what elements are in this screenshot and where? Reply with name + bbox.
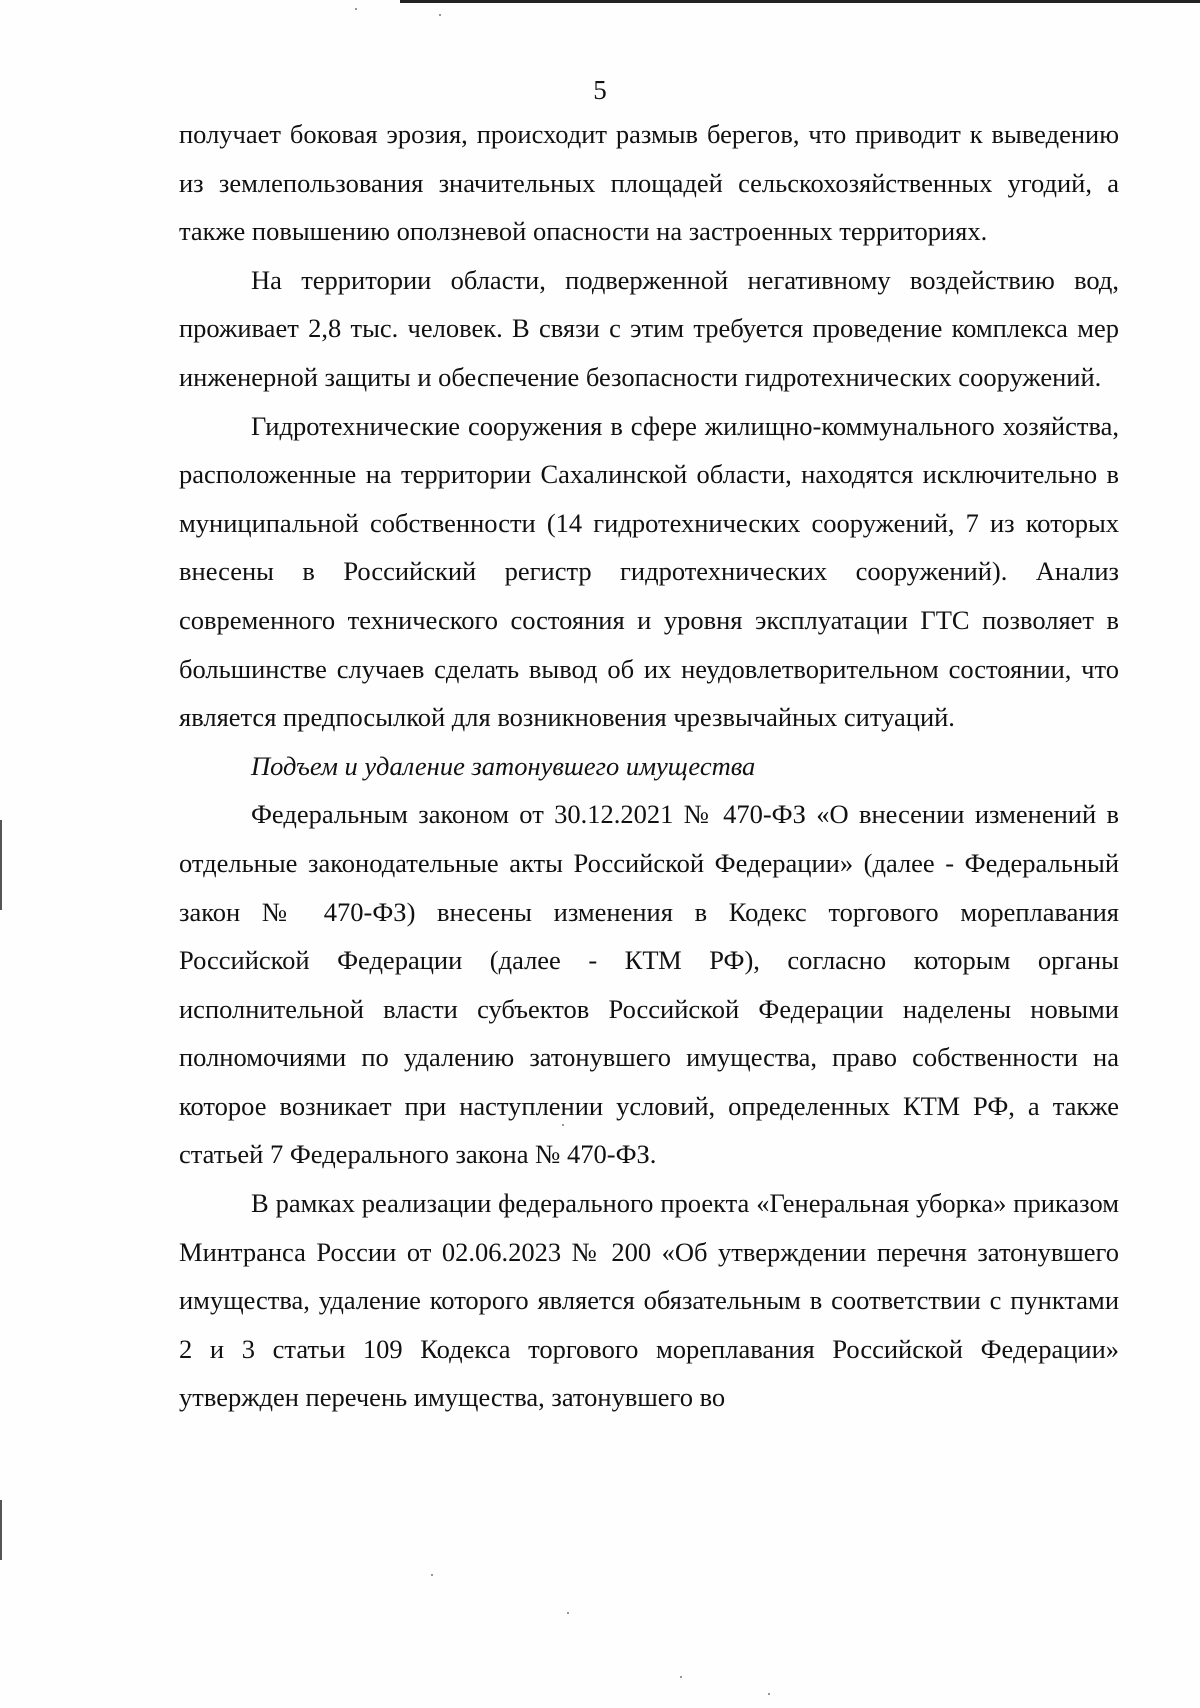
body-text <box>179 110 1119 1422</box>
scan-top-edge <box>400 0 1200 3</box>
scan-speck <box>355 8 357 10</box>
paragraph-continuation: получает боковая эрозия, происходит размыв берегов, что приводит к выведению из землепользования значительных площадей сельскохозяйственных угодий, а также повышению оползневой опасности на застроенных территориях. <box>179 119 1119 247</box>
paragraph-general-cleanup: В рамках реализации федерального проекта «Генеральная уборка» приказом Минтранса России от 02.06.2023 № 200 «Об утверждении перечня затонувшего имущества, удаление которого является обязательным в соответствии с пунктами 2 и 3 статьи 109 Кодекса торгового мореплавания Российской Федерации» утвержден перечень имущества, затонувшего во <box>179 1188 1119 1413</box>
scan-speck <box>680 1676 682 1678</box>
scan-speck <box>439 14 441 16</box>
scan-left-edge-mark <box>0 1500 2 1560</box>
scan-speck <box>567 1612 569 1614</box>
section-heading-sunken-property: Подъем и удаление затонувшего имущества <box>251 750 756 781</box>
page-number: 5 <box>593 75 607 105</box>
paragraph-flood-risk: На территории области, подверженной негативному воздействию вод, проживает 2,8 тыс. человек. В связи с этим требуется проведение комплекса мер инженерной защиты и обеспечение безопасности гидротехнических сооружений. <box>179 264 1119 392</box>
scan-speck <box>768 1693 770 1695</box>
scan-left-edge-mark <box>0 820 2 910</box>
paragraph-hydraulic-structures: Гидротехнические сооружения в сфере жилищно-коммунального хозяйства, расположенные на территории Сахалинской области, находятся исключительно в муниципальной собственности (14 гидротехнических сооружений, 7 из которых внесены в Российский регистр гидротехнических сооружений). Анализ современного технического состояния и уровня эксплуатации ГТС позволяет в большинстве случаев сделать вывод об их неудовлетворительном состоянии, что является предпосылкой для возникновения чрезвычайных ситуаций. <box>179 410 1119 733</box>
paragraph-federal-law: Федеральным законом от 30.12.2021 № 470-ФЗ «О внесении изменений в отдельные законодательные акты Российской Федерации» (далее - Федеральный закон № 470-ФЗ) внесены изменения в Кодекс торгового мореплавания Российской Федерации (далее - КТМ РФ), согласно которым органы исполнительной власти субъектов Российской Федерации наделены новыми полномочиями по удалению затонувшего имущества, право собственности на которое возникает при наступлении условий, определенных КТМ РФ, а также статьей 7 Федерального закона № 470-ФЗ. <box>179 799 1119 1170</box>
scan-speck <box>431 1574 433 1576</box>
